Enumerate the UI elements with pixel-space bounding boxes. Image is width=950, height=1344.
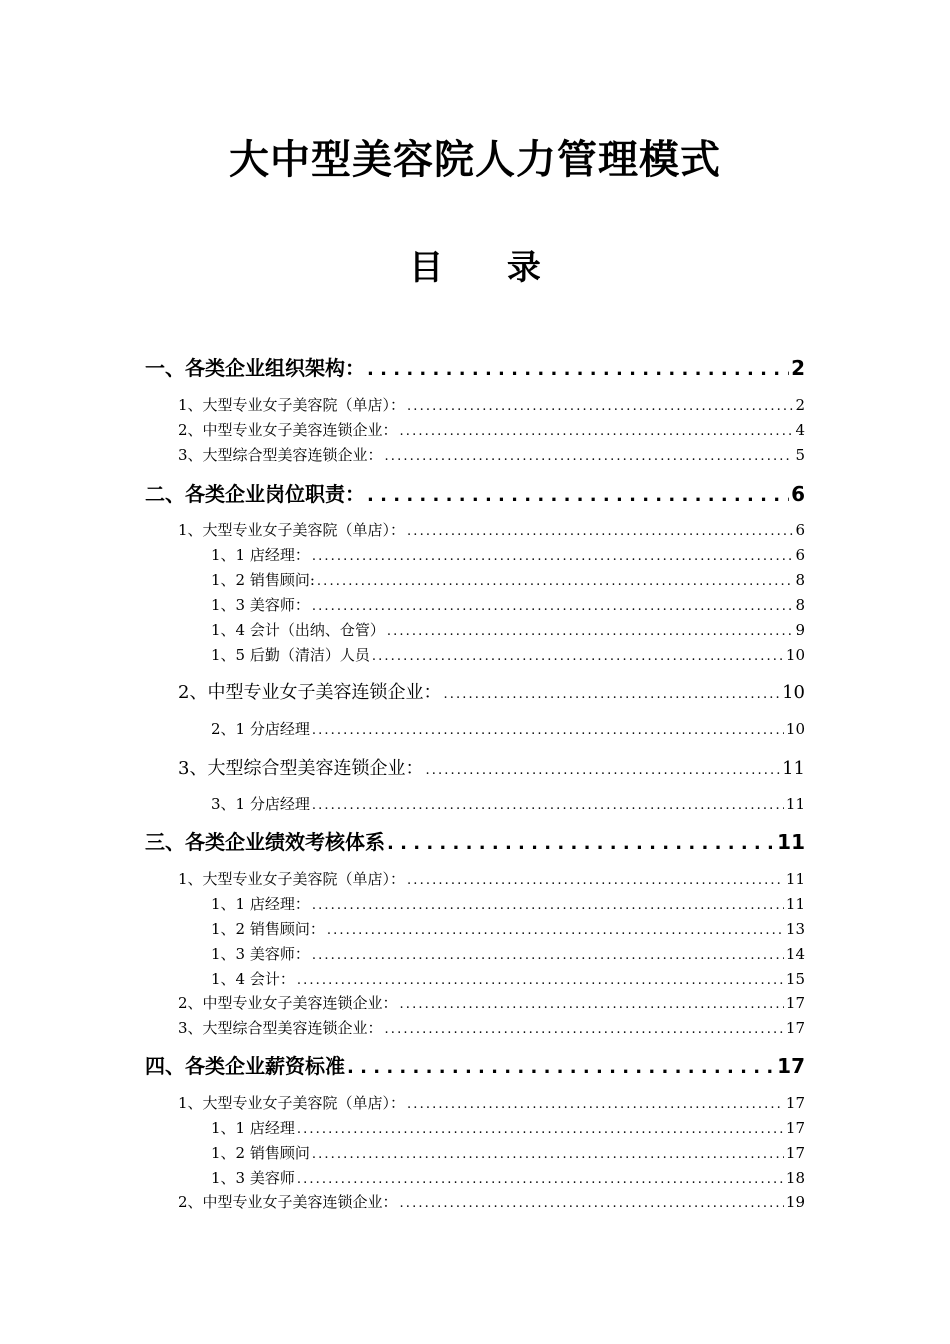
toc-entry-label: 3、大型综合型美容连锁企业： xyxy=(178,446,383,464)
toc-entry[interactable] xyxy=(178,1092,805,1114)
toc-leader-dots xyxy=(407,524,793,539)
toc-page-number: 17 xyxy=(785,1019,805,1037)
toc-leader-dots xyxy=(407,873,784,888)
toc-entry-label: 四、各类企业薪资标准 xyxy=(145,1054,345,1078)
toc-entry-label: 1、大型专业女子美容院（单店）： xyxy=(178,396,406,414)
toc-entry-label: 1、4 会计（出纳、仓管） xyxy=(211,621,385,639)
toc-entry-label: 1、3 美容师： xyxy=(211,945,310,963)
toc-page-number: 19 xyxy=(785,1193,805,1211)
toc-entry[interactable] xyxy=(211,793,805,815)
toc-entry[interactable] xyxy=(211,943,805,965)
toc-entry-label: 二、各类企业岗位职责： xyxy=(145,482,365,506)
toc-entry-label: 2、1 分店经理 xyxy=(211,720,310,738)
toc-entry[interactable] xyxy=(211,569,805,591)
toc-page-number: 8 xyxy=(795,596,805,614)
toc-entry-label: 1、4 会计： xyxy=(211,970,295,988)
toc-page-number: 11 xyxy=(785,895,805,913)
toc-leader-dots xyxy=(385,449,794,464)
toc-entry[interactable] xyxy=(178,754,805,780)
toc-entry-label: 1、2 销售顾问 xyxy=(211,1144,310,1162)
toc-page-number: 5 xyxy=(795,446,805,464)
toc-entry[interactable] xyxy=(178,678,805,704)
toc-entry-label: 1、大型专业女子美容院（单店）： xyxy=(178,1094,406,1112)
toc-entry-label: 1、大型专业女子美容院（单店）： xyxy=(178,521,406,539)
toc-entry-label: 2、中型专业女子美容连锁企业： xyxy=(178,682,442,703)
toc-entry[interactable] xyxy=(178,394,805,416)
toc-entry-label: 1、2 销售顾问： xyxy=(211,920,325,938)
toc-leader-dots xyxy=(407,399,793,414)
toc-entry[interactable] xyxy=(211,718,805,740)
toc-leader-dots xyxy=(317,574,794,589)
toc-leader-dots xyxy=(312,599,794,614)
toc-page-number: 17 xyxy=(785,1119,805,1137)
toc-entry[interactable] xyxy=(178,992,805,1014)
toc-leader-dots xyxy=(407,1097,784,1112)
toc-page-number: 4 xyxy=(795,421,805,439)
toc-leader-dots xyxy=(372,649,784,664)
toc-page-number: 13 xyxy=(785,920,805,938)
toc-entry[interactable] xyxy=(178,1017,805,1039)
toc-leader-dots xyxy=(312,898,784,913)
toc-entry-label: 1、3 美容师： xyxy=(211,596,310,614)
toc-leader-dots xyxy=(387,833,775,854)
toc-heading-char-1: 目 xyxy=(409,248,444,288)
toc-entry-label: 3、大型综合型美容连锁企业： xyxy=(178,758,424,779)
toc-page-number: 10 xyxy=(785,720,805,738)
toc-leader-dots xyxy=(400,997,784,1012)
toc-entry[interactable] xyxy=(211,544,805,566)
toc-page-number: 17 xyxy=(785,1144,805,1162)
document-title: 大中型美容院人力管理模式 xyxy=(229,137,721,183)
toc-entry[interactable] xyxy=(211,644,805,666)
toc-leader-dots xyxy=(387,624,794,639)
toc-entry-label: 3、1 分店经理 xyxy=(211,795,310,813)
toc-entry[interactable] xyxy=(178,868,805,890)
toc-heading-char-2: 录 xyxy=(506,248,541,288)
toc-entry[interactable] xyxy=(178,519,805,541)
toc-leader-dots xyxy=(312,948,784,963)
toc-page-number: 10 xyxy=(785,646,805,664)
toc-page-number: 17 xyxy=(785,994,805,1012)
toc-entry[interactable] xyxy=(145,478,805,506)
toc-page-number: 17 xyxy=(785,1094,805,1112)
toc-entry-label: 2、中型专业女子美容连锁企业： xyxy=(178,421,398,439)
toc-entry[interactable] xyxy=(178,1191,805,1213)
toc-page-number: 2 xyxy=(795,396,805,414)
toc-leader-dots xyxy=(425,763,780,778)
toc-page-number: 11 xyxy=(785,870,805,888)
toc-entry[interactable] xyxy=(145,352,805,380)
toc-entry[interactable] xyxy=(145,826,805,854)
toc-page-number: 11 xyxy=(777,830,805,854)
toc-entry-label: 2、中型专业女子美容连锁企业： xyxy=(178,1193,398,1211)
toc-leader-dots xyxy=(400,424,794,439)
toc-leader-dots xyxy=(312,723,784,738)
toc-entry[interactable] xyxy=(211,893,805,915)
toc-entry-label: 2、中型专业女子美容连锁企业： xyxy=(178,994,398,1012)
toc-entry-label: 1、大型专业女子美容院（单店）： xyxy=(178,870,406,888)
toc-page-number: 2 xyxy=(791,356,805,380)
toc-leader-dots xyxy=(367,485,789,506)
toc-leader-dots xyxy=(312,798,784,813)
toc-entry-label: 1、1 店经理： xyxy=(211,546,310,564)
toc-leader-dots xyxy=(297,1122,784,1137)
toc-leader-dots xyxy=(400,1196,784,1211)
toc-leader-dots xyxy=(312,1147,784,1162)
toc-entry[interactable] xyxy=(211,1167,805,1189)
toc-page-number: 6 xyxy=(795,521,805,539)
toc-page-number: 6 xyxy=(791,482,805,506)
toc-leader-dots xyxy=(385,1022,784,1037)
toc-entry[interactable] xyxy=(178,419,805,441)
toc-page-number: 8 xyxy=(795,571,805,589)
toc-entry[interactable] xyxy=(211,619,805,641)
toc-page-number: 11 xyxy=(785,795,805,813)
toc-entry-label: 三、各类企业绩效考核体系 xyxy=(145,830,385,854)
toc-entry[interactable] xyxy=(211,968,805,990)
toc-page-number: 10 xyxy=(782,682,805,703)
toc-page-number: 6 xyxy=(795,546,805,564)
toc-entry-label: 1、1 店经理 xyxy=(211,1119,295,1137)
toc-page-number: 14 xyxy=(785,945,805,963)
toc-page-number: 15 xyxy=(785,970,805,988)
toc-entry[interactable] xyxy=(211,594,805,616)
toc-entry-label: 1、5 后勤（清洁）人员 xyxy=(211,646,370,664)
toc-leader-dots xyxy=(443,687,780,702)
toc-leader-dots xyxy=(327,923,784,938)
toc-entry[interactable] xyxy=(145,1050,805,1078)
toc-entry-label: 一、各类企业组织架构： xyxy=(145,356,365,380)
toc-entry[interactable] xyxy=(211,1142,805,1164)
toc-leader-dots xyxy=(347,1057,775,1078)
toc-page-number: 9 xyxy=(795,621,805,639)
toc-entry[interactable] xyxy=(178,444,805,466)
toc-entry[interactable] xyxy=(211,1117,805,1139)
toc-entry-label: 1、3 美容师 xyxy=(211,1169,295,1187)
toc-page-number: 11 xyxy=(782,758,805,779)
toc-page-number: 17 xyxy=(777,1054,805,1078)
toc-leader-dots xyxy=(312,549,794,564)
toc-entry-label: 3、大型综合型美容连锁企业： xyxy=(178,1019,383,1037)
toc-leader-dots xyxy=(297,973,784,988)
toc-entry-label: 1、2 销售顾问: xyxy=(211,571,315,589)
toc-entry-label: 1、1 店经理： xyxy=(211,895,310,913)
toc-leader-dots xyxy=(367,359,789,380)
toc-heading xyxy=(0,240,950,289)
toc-leader-dots xyxy=(297,1172,784,1187)
toc-entry[interactable] xyxy=(211,918,805,940)
toc-page-number: 18 xyxy=(785,1169,805,1187)
